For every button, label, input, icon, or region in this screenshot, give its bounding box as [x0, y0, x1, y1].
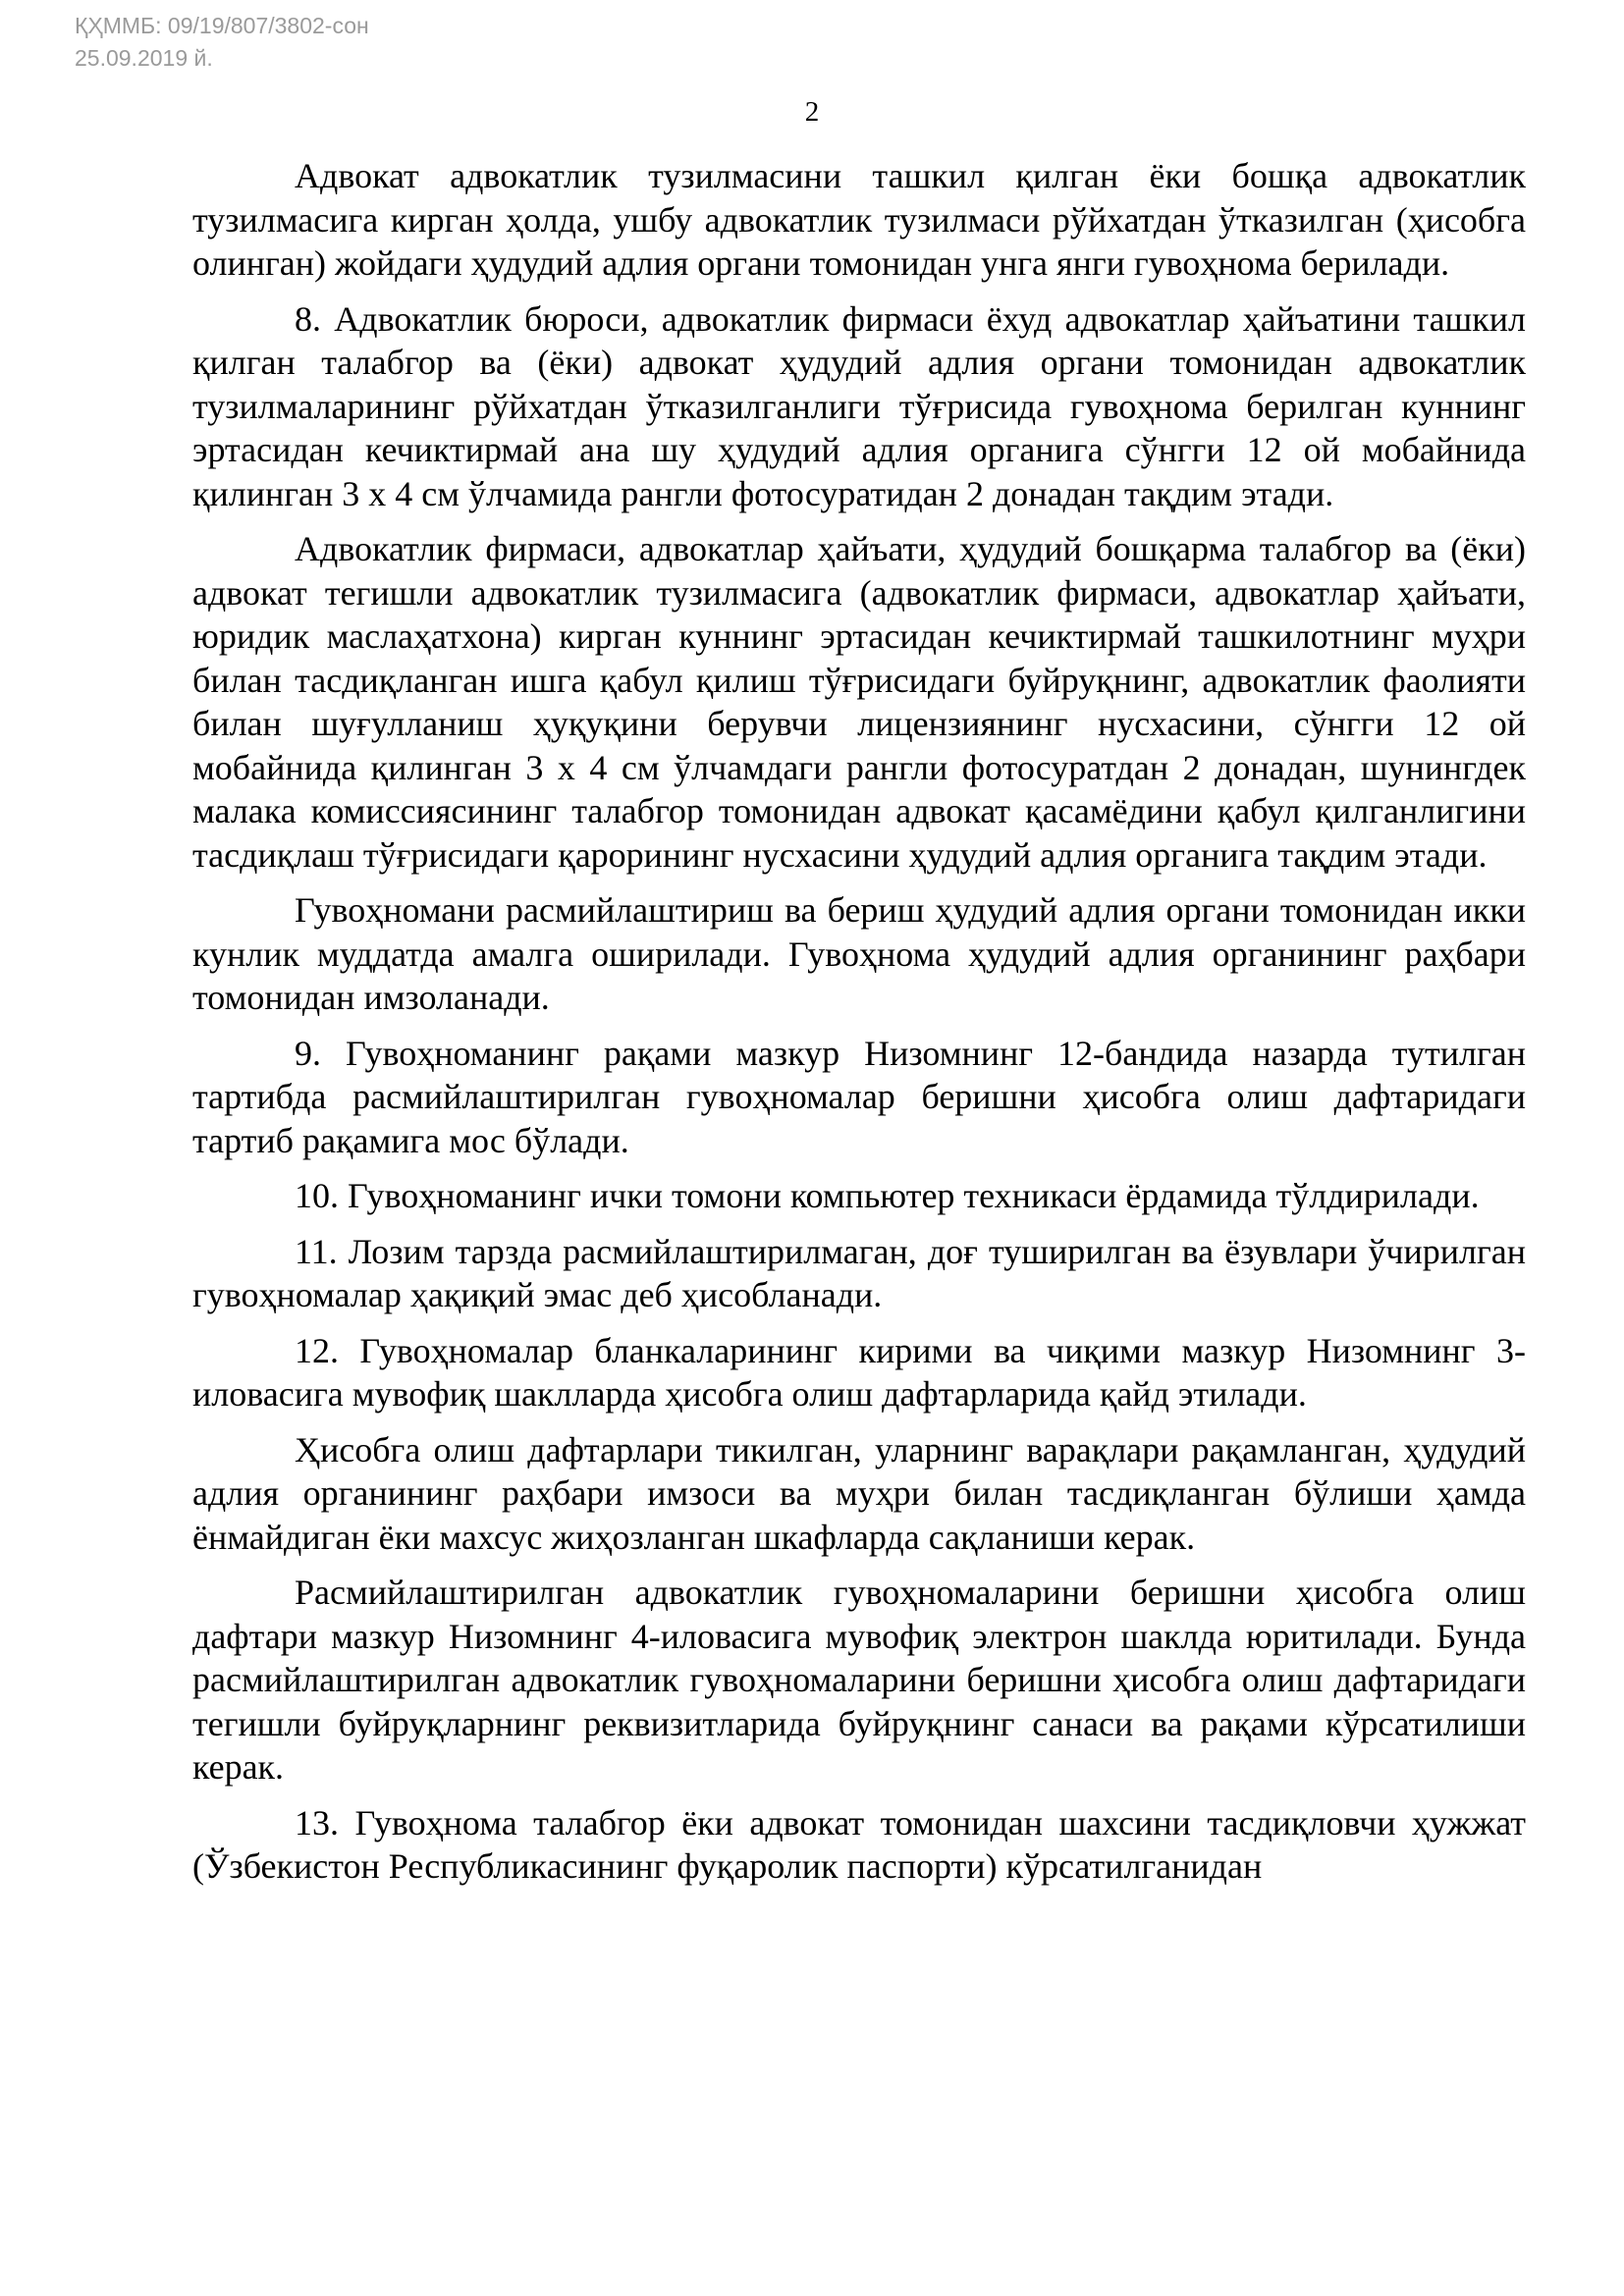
paragraph: 9. Гувоҳноманинг рақами мазкур Низомнинг 12-бандида назарда тутилган тартибда расмийлаштирилган гувоҳномалар беришни ҳисобга олиш дафтаридаги тартиб рақамига мос бўлади.	[192, 1033, 1526, 1160]
paragraph: Гувоҳномани расмийлаштириш ва бериш ҳудудий адлия органи томонидан икки кунлик муддатда амалга оширилади. Гувоҳнома ҳудудий адлия органининг раҳбари томонидан имзоланади.	[192, 890, 1526, 1017]
paragraph: Ҳисобга олиш дафтарлари тикилган, уларнинг варақлари рақамланган, ҳудудий адлия органининг раҳбари имзоси ва муҳри билан тасдиқланган бўлиши ҳамда ёнмайдиган ёки махсус жиҳозланган шкафларда сақланиши керак.	[192, 1429, 1526, 1557]
stamp-date: 25.09.2019 й.	[75, 45, 213, 71]
paragraph: 10. Гувоҳноманинг ички томони компьютер техникаси ёрдамида тўлдирилади.	[295, 1176, 1480, 1215]
paragraph: 12. Гувоҳномалар бланкаларининг кирими ва чиқими мазкур Низомнинг 3-иловасига мувофиқ шаклларда ҳисобга олиш дафтарларида қайд этилади.	[192, 1330, 1526, 1414]
paragraph: 13. Гувоҳнома талабгор ёки адвокат томонидан шахсини тасдиқловчи ҳужжат (Ўзбекистон Республикасининг фуқаролик паспорти) кўрсатилганидан	[192, 1802, 1526, 1886]
page-number: 2	[804, 96, 820, 128]
document-body	[192, 154, 1526, 1900]
registration-stamp	[75, 10, 369, 75]
paragraph: Адвокат адвокатлик тузилмасини ташкил қилган ёки бошқа адвокатлик тузилмасига кирган ҳолда, ушбу адвокатлик тузилмаси рўйхатдан ўтказилган (ҳисобга олинган) жойдаги ҳудудий адлия органи томонидан унга янги гувоҳнома берилади.	[192, 156, 1526, 283]
paragraph: Расмийлаштирилган адвокатлик гувоҳномаларини беришни ҳисобга олиш дафтари мазкур Низомнинг 4-иловасига мувофиқ электрон шаклда юритилади. Бунда расмийлаштирилган адвокатлик гувоҳномаларини беришни ҳисобга олиш дафтаридаги тегишли буйруқларнинг реквизитларида буйруқнинг санаси ва рақами кўрсатилиши керак.	[192, 1573, 1526, 1787]
stamp-registration-number: ҚҲММБ: 09/19/807/3802-сон	[75, 13, 369, 38]
paragraph: Адвокатлик фирмаси, адвокатлар ҳайъати, ҳудудий бошқарма талабгор ва (ёки) адвокат тегишли адвокатлик тузилмасига (адвокатлик фирмаси, адвокатлар ҳайъати, юридик маслаҳатхона) кирган куннинг эртасидан кечиктирмай ташкилотнинг муҳри билан тасдиқланган ишга қабул қилиш тўғрисидаги буйруқнинг, адвокатлик фаолияти билан шуғулланиш ҳуқуқини берувчи лицензиянинг нусхасини, сўнгги 12 ой мобайнида қилинган 3 х 4 см ўлчамдаги рангли фотосуратдан 2 донадан, шунингдек малака комиссиясининг талабгор томонидан адвокат қасамёдини қабул қилганлигини тасдиқлаш тўғрисидаги қарорининг нусхасини ҳудудий адлия органига тақдим этади.	[192, 529, 1526, 875]
paragraph: 11. Лозим тарзда расмийлаштирилмаган, доғ туширилган ва ёзувлари ўчирилган гувоҳномалар ҳақиқий эмас деб ҳисобланади.	[192, 1231, 1526, 1314]
paragraph: 8. Адвокатлик бюроси, адвокатлик фирмаси ёхуд адвокатлар ҳайъатини ташкил қилган талабгор ва (ёки) адвокат ҳудудий адлия органи томонидан адвокатлик тузилмаларининг рўйхатдан ўтказилганлиги тўғрисида гувоҳнома берилган куннинг эртасидан кечиктирмай ана шу ҳудудий адлия органига сўнгги 12 ой мобайнида қилинган 3 х 4 см ўлчамида рангли фотосуратидан 2 донадан тақдим этади.	[192, 298, 1526, 513]
